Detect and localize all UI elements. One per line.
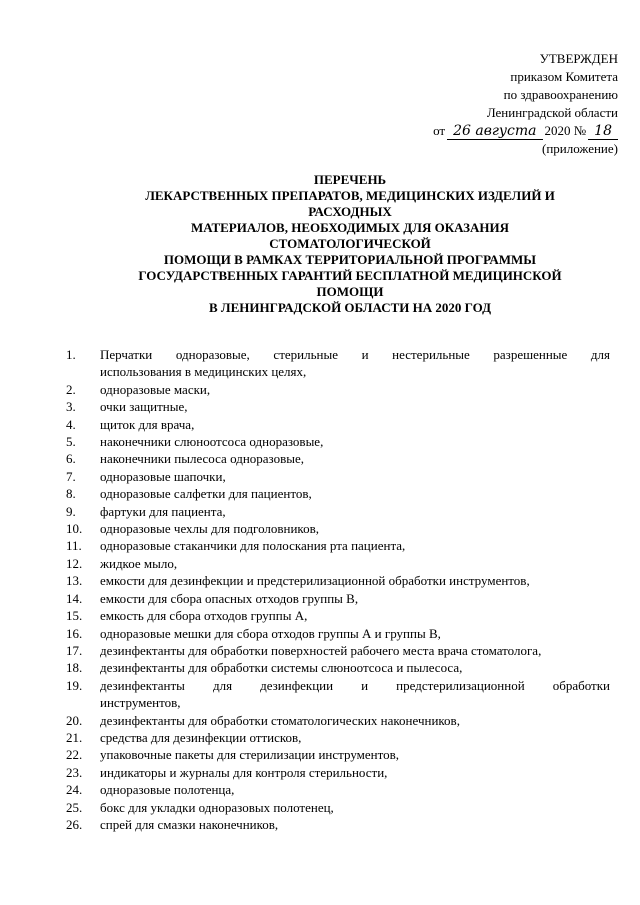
title-line: МАТЕРИАЛОВ, НЕОБХОДИМЫХ ДЛЯ ОКАЗАНИЯ (190, 220, 510, 235)
item-number: 18. (66, 660, 83, 676)
list-item (66, 381, 610, 398)
item-text: одноразовые мешки для сбора отходов группы А и группы В, (100, 625, 441, 641)
item-text: одноразовые стаканчики для полоскания рта пациента, (100, 538, 406, 554)
item-text: упаковочные пакеты для стерилизации инструментов, (100, 747, 400, 763)
item-text: емкости для дезинфекции и предстерилизационной обработки инструментов, (100, 573, 530, 589)
list-item (66, 503, 610, 520)
item-text: одноразовые чехлы для подголовников, (100, 521, 319, 537)
appendix-label: (приложение) (541, 141, 618, 156)
list-item (66, 607, 610, 624)
items-list (66, 346, 610, 833)
title-line: ПОМОЩИ В РАМКАХ ТЕРРИТОРИАЛЬНОЙ ПРОГРАММЫ (163, 252, 537, 267)
item-text-first: Перчатки одноразовые, стерильные и нестерильные разрешенные для (100, 347, 610, 362)
list-item (66, 677, 610, 712)
item-text: дезинфектанты для обработки стоматологических наконечников, (100, 712, 460, 728)
item-number: 9. (66, 503, 76, 519)
list-item (66, 398, 610, 415)
item-text: одноразовые маски, (100, 381, 211, 397)
approval-line-1: приказом Комитета (510, 69, 618, 84)
item-text: наконечники слюноотсоса одноразовые, (100, 434, 324, 450)
list-item (66, 625, 610, 642)
list-item (66, 520, 610, 537)
item-number: 26. (66, 816, 83, 832)
item-number: 20. (66, 712, 83, 728)
title-line: ПЕРЕЧЕНЬ (313, 172, 387, 187)
item-number: 6. (66, 451, 76, 467)
list-item (66, 416, 610, 433)
list-item (66, 816, 610, 833)
item-text: дезинфектанты для обработки поверхностей рабочего места врача стоматолога, (100, 642, 542, 658)
item-text: фартуки для пациента, (100, 503, 226, 519)
item-text: емкости для сбора опасных отходов группы В, (100, 590, 359, 606)
item-text: средства для дезинфекции оттисков, (100, 729, 302, 745)
title-line: РАСХОДНЫХ (308, 204, 392, 219)
title-line: В ЛЕНИНГРАДСКОЙ ОБЛАСТИ НА 2020 ГОД (208, 300, 492, 315)
item-number: 16. (66, 625, 83, 641)
item-text: щиток для врача, (100, 416, 195, 432)
list-item (66, 712, 610, 729)
approval-stamp (433, 50, 618, 158)
item-text: наконечники пылесоса одноразовые, (100, 451, 304, 467)
item-text-continuation: инструментов, (100, 695, 181, 711)
approval-line-2: по здравоохранению (503, 87, 618, 102)
item-number: 15. (66, 608, 83, 624)
item-number: 17. (66, 642, 83, 658)
item-text: дезинфектанты для обработки системы слюноотсоса и пылесоса, (100, 660, 463, 676)
item-number: 13. (66, 573, 83, 589)
list-item (66, 346, 610, 381)
item-number: 12. (66, 555, 83, 571)
list-item (66, 555, 610, 572)
item-number: 1. (66, 347, 76, 362)
item-text (100, 346, 610, 381)
approval-date-line (433, 122, 618, 140)
item-number: 25. (66, 799, 83, 815)
item-number: 21. (66, 729, 83, 745)
item-text: одноразовые полотенца, (100, 782, 235, 798)
handwritten-date: 26 августа (447, 123, 542, 140)
item-number: 8. (66, 486, 76, 502)
list-item (66, 659, 610, 676)
list-item (66, 468, 610, 485)
list-item (66, 799, 610, 816)
item-text (100, 677, 610, 712)
item-number: 2. (66, 381, 76, 397)
item-number: 10. (66, 521, 83, 537)
approval-line-3: Ленинградской области (486, 105, 618, 120)
item-text: спрей для смазки наконечников, (100, 816, 279, 832)
item-text: жидкое мыло, (100, 555, 178, 571)
year-number-label: 2020 № (544, 123, 587, 138)
list-item (66, 537, 610, 554)
item-number: 22. (66, 747, 83, 763)
list-item (66, 746, 610, 763)
list-item (66, 729, 610, 746)
list-item (66, 781, 610, 798)
item-text-continuation: использования в медицинских целях, (100, 364, 307, 380)
title-line: ЛЕКАРСТВЕННЫХ ПРЕПАРАТОВ, МЕДИЦИНСКИХ ИЗДЕЛИЙ И (145, 188, 555, 203)
list-item (66, 450, 610, 467)
item-text: индикаторы и журналы для контроля стерильности, (100, 764, 388, 780)
item-number: 11. (66, 538, 82, 554)
item-number: 24. (66, 782, 83, 798)
list-item (66, 590, 610, 607)
item-text: емкость для сбора отходов группы А, (100, 608, 308, 624)
from-prefix: от (433, 123, 446, 138)
item-number: 14. (66, 590, 83, 606)
list-item (66, 642, 610, 659)
item-text: очки защитные, (100, 399, 188, 415)
item-number: 4. (66, 416, 76, 432)
list-item (66, 433, 610, 450)
title-line: ГОСУДАРСТВЕННЫХ ГАРАНТИЙ БЕСПЛАТНОЙ МЕДИЦИНСКОЙ (138, 268, 562, 283)
item-number: 23. (66, 764, 83, 780)
item-text: одноразовые салфетки для пациентов, (100, 486, 312, 502)
list-item (66, 572, 610, 589)
list-item (66, 485, 610, 502)
approval-heading: УТВЕРЖДЕН (539, 51, 618, 66)
item-number: 3. (66, 399, 76, 415)
title-line: ПОМОЩИ (316, 284, 384, 299)
item-text: одноразовые шапочки, (100, 468, 226, 484)
item-number: 5. (66, 434, 76, 450)
item-number: 7. (66, 468, 76, 484)
list-item (66, 764, 610, 781)
title-line: СТОМАТОЛОГИЧЕСКОЙ (269, 236, 431, 251)
item-text: бокс для укладки одноразовых полотенец, (100, 799, 334, 815)
handwritten-number: 18 (588, 123, 618, 140)
document-title (80, 172, 620, 316)
item-text-first: дезинфектанты для дезинфекции и предстерилизационной обработки (100, 677, 610, 693)
item-number: 19. (66, 677, 83, 693)
